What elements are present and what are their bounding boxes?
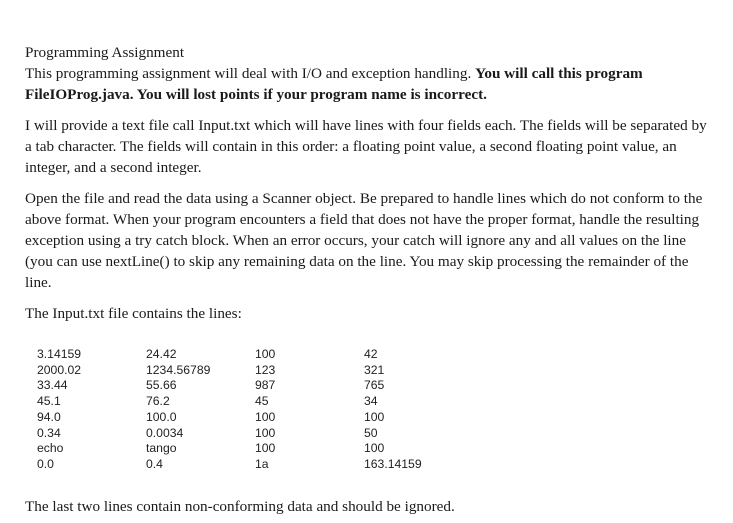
page-title: Programming Assignment bbox=[25, 44, 185, 61]
table-cell: 76.2 bbox=[146, 394, 170, 409]
input-data-rows bbox=[37, 347, 444, 473]
table-cell: 123 bbox=[255, 362, 276, 377]
table-row bbox=[37, 394, 444, 410]
table-cell: echo bbox=[37, 441, 64, 456]
table-cell: 3.14159 bbox=[37, 347, 82, 361]
table-cell: 100 bbox=[364, 409, 385, 424]
table-cell: 0.4 bbox=[146, 456, 163, 471]
table-cell: 765 bbox=[364, 378, 385, 393]
table-cell: 163.14159 bbox=[364, 456, 422, 471]
input-data-table bbox=[37, 347, 444, 473]
table-cell: 55.66 bbox=[146, 378, 177, 393]
table-cell: 0.0 bbox=[37, 456, 54, 471]
input-file-label: The Input.txt file contains the lines: bbox=[25, 305, 242, 322]
instructions-paragraph: Open the file and read the data using a Scanner object. Be prepared to handle lines which do not conform to the above format. When your program encounters a field that does not have the proper format, handle the resulting exception using a try catch block. When an error occurs, your catch will ignore any and all values on the line (you can use nextLine() to skip any remaining data on the line. You may skip processing the remainder of the line. bbox=[25, 190, 703, 291]
table-cell: 24.42 bbox=[146, 347, 177, 361]
table-cell: 42 bbox=[364, 347, 378, 361]
table-cell: 2000.02 bbox=[37, 362, 82, 377]
table-cell: 50 bbox=[364, 425, 378, 440]
table-cell: 45 bbox=[255, 394, 269, 409]
table-row bbox=[37, 363, 444, 379]
table-cell: 100.0 bbox=[146, 409, 177, 424]
table-row bbox=[37, 410, 444, 426]
input-description-paragraph: I will provide a text file call Input.txt which will have lines with four fields each. The fields will be separated by a tab character. The fields will contain in this order: a floating point value, a second floating point value, an integer, and a second integer. bbox=[25, 117, 707, 176]
intro-bold-text: You will call this program FileIOProg.java. You will lost points if your program name is incorrect. bbox=[25, 65, 643, 103]
table-cell: 0.34 bbox=[37, 425, 61, 440]
table-cell: 321 bbox=[364, 362, 385, 377]
intro-paragraph bbox=[25, 63, 715, 105]
table-cell: 100 bbox=[255, 347, 276, 361]
table-row bbox=[37, 378, 444, 394]
table-cell: 100 bbox=[255, 425, 276, 440]
table-row bbox=[37, 426, 444, 442]
table-cell: 0.0034 bbox=[146, 425, 184, 440]
table-cell: 33.44 bbox=[37, 378, 68, 393]
table-cell: 1a bbox=[255, 456, 269, 471]
table-cell: 100 bbox=[255, 441, 276, 456]
table-cell: 94.0 bbox=[37, 409, 61, 424]
table-row bbox=[37, 441, 444, 457]
table-cell: 34 bbox=[364, 394, 378, 409]
table-row bbox=[37, 457, 444, 473]
table-cell: 100 bbox=[255, 409, 276, 424]
table-cell: tango bbox=[146, 441, 177, 456]
footer-note: The last two lines contain non-conforming data and should be ignored. bbox=[25, 498, 455, 515]
table-cell: 987 bbox=[255, 378, 276, 393]
intro-text: This programming assignment will deal with I/O and exception handling. bbox=[25, 65, 472, 82]
table-row bbox=[37, 347, 444, 363]
document-body bbox=[25, 42, 715, 334]
table-cell: 100 bbox=[364, 441, 385, 456]
table-cell: 1234.56789 bbox=[146, 362, 211, 377]
table-cell: 45.1 bbox=[37, 394, 61, 409]
